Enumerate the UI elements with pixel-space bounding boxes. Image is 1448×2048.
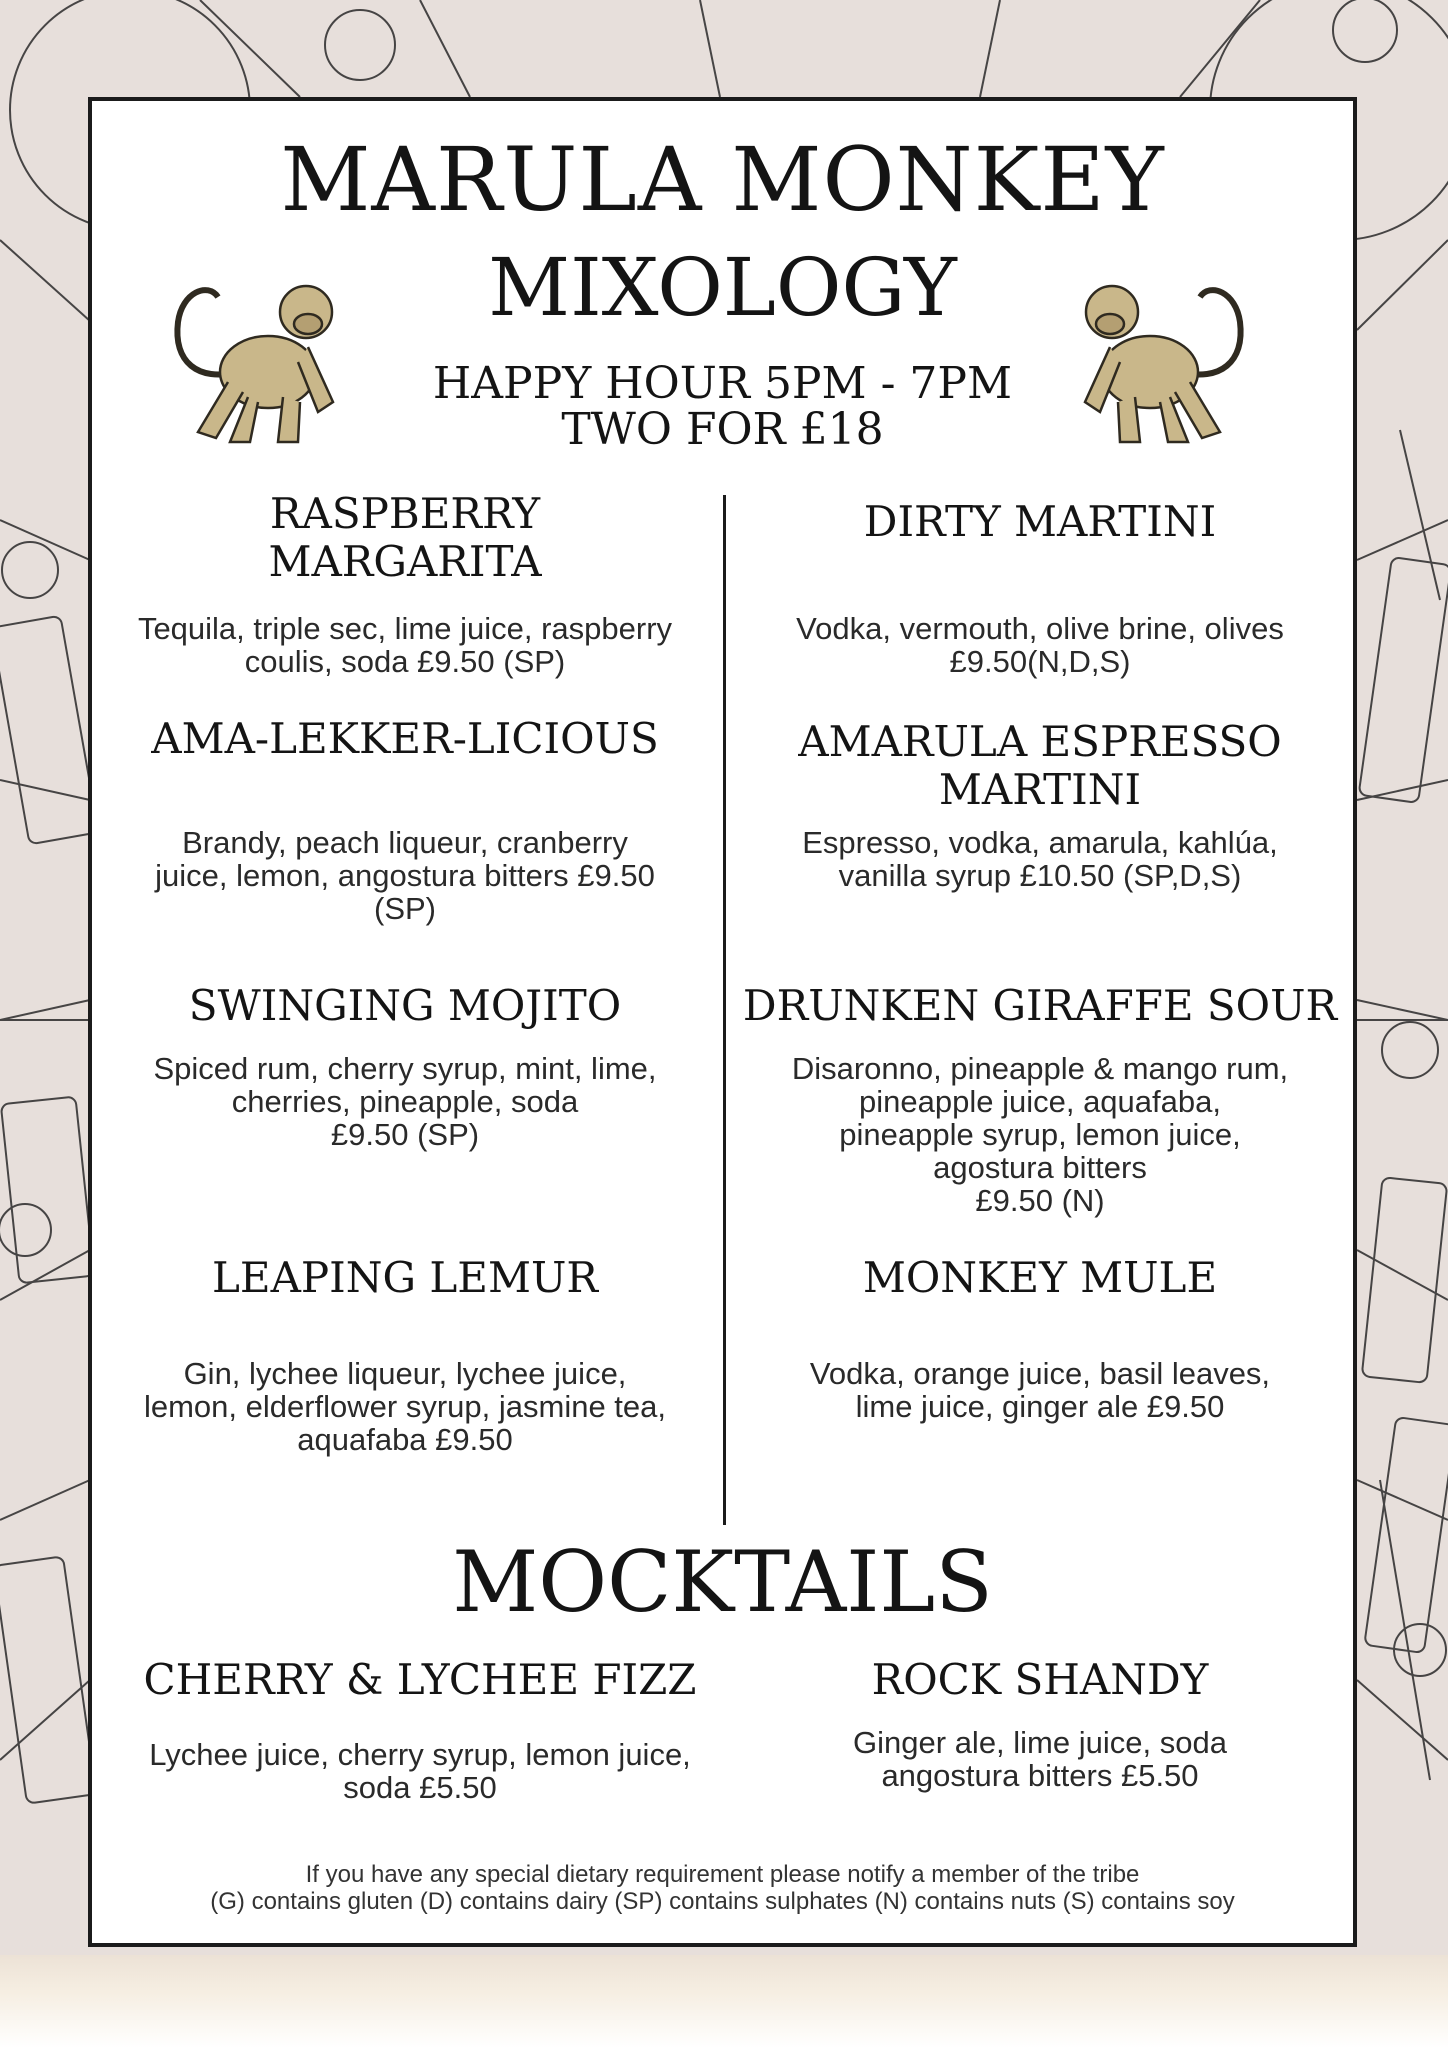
mocktail-description: Lychee juice, cherry syrup, lemon juice, soda £5.50 [149, 1737, 691, 1805]
cocktail-name: LEAPING LEMUR [212, 1253, 598, 1302]
cocktail-name: AMA-LEKKER-LICIOUS [151, 714, 659, 763]
mocktail-description: Ginger ale, lime juice, soda angostura bitters £5.50 [853, 1725, 1227, 1793]
mocktail-name: CHERRY & LYCHEE FIZZ [143, 1655, 697, 1704]
monkey-illustration-left-icon [158, 252, 348, 452]
cocktail-name: AMARULA ESPRESSO MARTINI [798, 717, 1282, 814]
cocktail-description: Vodka, vermouth, olive brine, olives £9.50(N,D,S) [796, 611, 1284, 679]
cocktail-description: Espresso, vodka, amarula, kahlúa, vanilla syrup £10.50 (SP,D,S) [802, 825, 1278, 893]
cocktail-description: Gin, lychee liqueur, lychee juice, lemon, elderflower syrup, jasmine tea, aquafaba £9.50 [143, 1356, 667, 1457]
happy-hour-offer: TWO FOR £18 [561, 404, 884, 455]
dietary-notice: If you have any special dietary requirement please notify a member of the tribe [305, 1861, 1140, 1888]
cocktail-description: Brandy, peach liqueur, cranberry juice, lemon, angostura bitters £9.50 (SP) [155, 825, 655, 926]
happy-hour-times: HAPPY HOUR 5PM - 7PM [432, 358, 1013, 409]
cocktail-name: SWINGING MOJITO [188, 981, 622, 1030]
monkey-illustration-right-icon [1070, 252, 1260, 452]
bottom-sketch-strip [0, 1955, 1448, 2048]
column-divider [723, 495, 726, 1525]
menu-title: MARULA MONKEY [280, 128, 1165, 231]
cocktail-name: DRUNKEN GIRAFFE SOUR [742, 981, 1338, 1030]
cocktail-name: MONKEY MULE [862, 1253, 1218, 1302]
cocktail-description: Vodka, orange juice, basil leaves, lime juice, ginger ale £9.50 [809, 1356, 1271, 1424]
cocktail-description: Tequila, triple sec, lime juice, raspberry coulis, soda £9.50 (SP) [137, 611, 673, 679]
cocktail-description: Disaronno, pineapple & mango rum, pineapple juice, aquafaba, pineapple syrup, lemon juice, agostura bitters £9.50 (N) [791, 1051, 1289, 1218]
menu-subtitle: MIXOLOGY [488, 241, 957, 334]
mocktail-name: ROCK SHANDY [871, 1655, 1209, 1704]
mocktails-heading: MOCKTAILS [452, 1533, 993, 1631]
allergen-key: (G) contains gluten (D) contains dairy (SP) contains sulphates (N) contains nuts (S) contains soy [210, 1888, 1235, 1915]
cocktail-description: Spiced rum, cherry syrup, mint, lime, cherries, pineapple, soda £9.50 (SP) [153, 1051, 657, 1152]
cocktail-name: DIRTY MARTINI [863, 497, 1217, 546]
cocktail-name: RASPBERRY MARGARITA [268, 489, 542, 586]
